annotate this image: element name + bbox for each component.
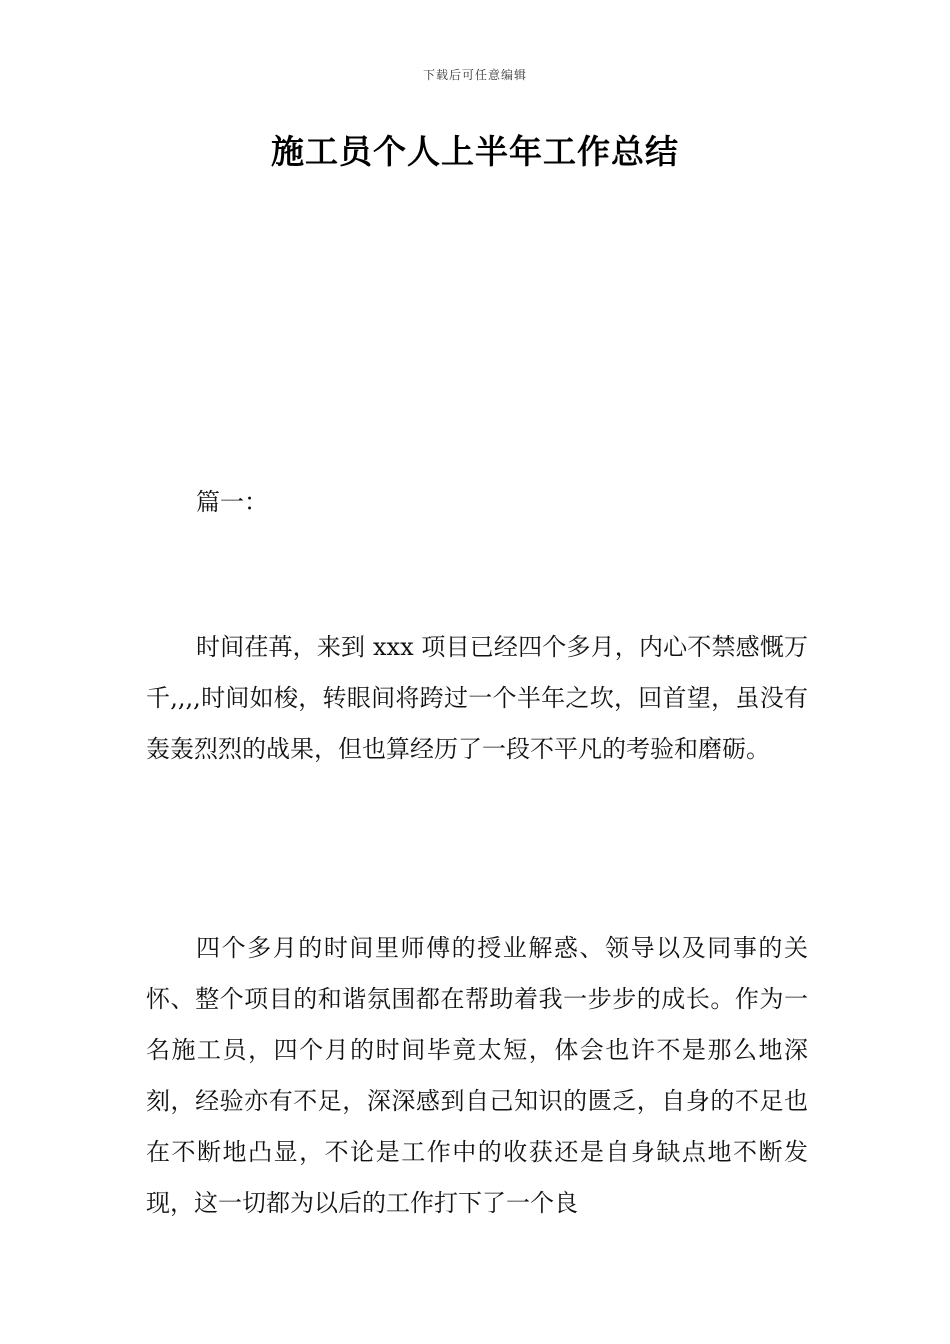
header-note: 下载后可任意编辑 [422, 68, 527, 82]
document-title: 施工员个人上半年工作总结 [271, 132, 679, 171]
section-label: 篇一： [196, 488, 268, 516]
paragraph-2: 四个多月的时间里师傅的授业解惑、领导以及同事的关怀、整个项目的和谐氛围都在帮助着我一步步的成长。作为一名施工员，四个月的时间毕竟太短，体会也许不是那么地深刻，经验亦有不足，深深感到自己知识的匮乏，自身的不足也在不断地凸显，不论是工作中的收获还是自身缺点地不断发现，这一切都为以后的工作打下了一个良 [146, 934, 808, 1217]
paragraph-1: 时间荏苒，来到 xxx 项目已经四个多月，内心不禁感慨万千,,,,时间如梭，转眼间将跨过一个半年之坎，回首望，虽没有轰轰烈烈的战果，但也算经历了一段不平凡的考验和磨砺。 [146, 633, 808, 763]
